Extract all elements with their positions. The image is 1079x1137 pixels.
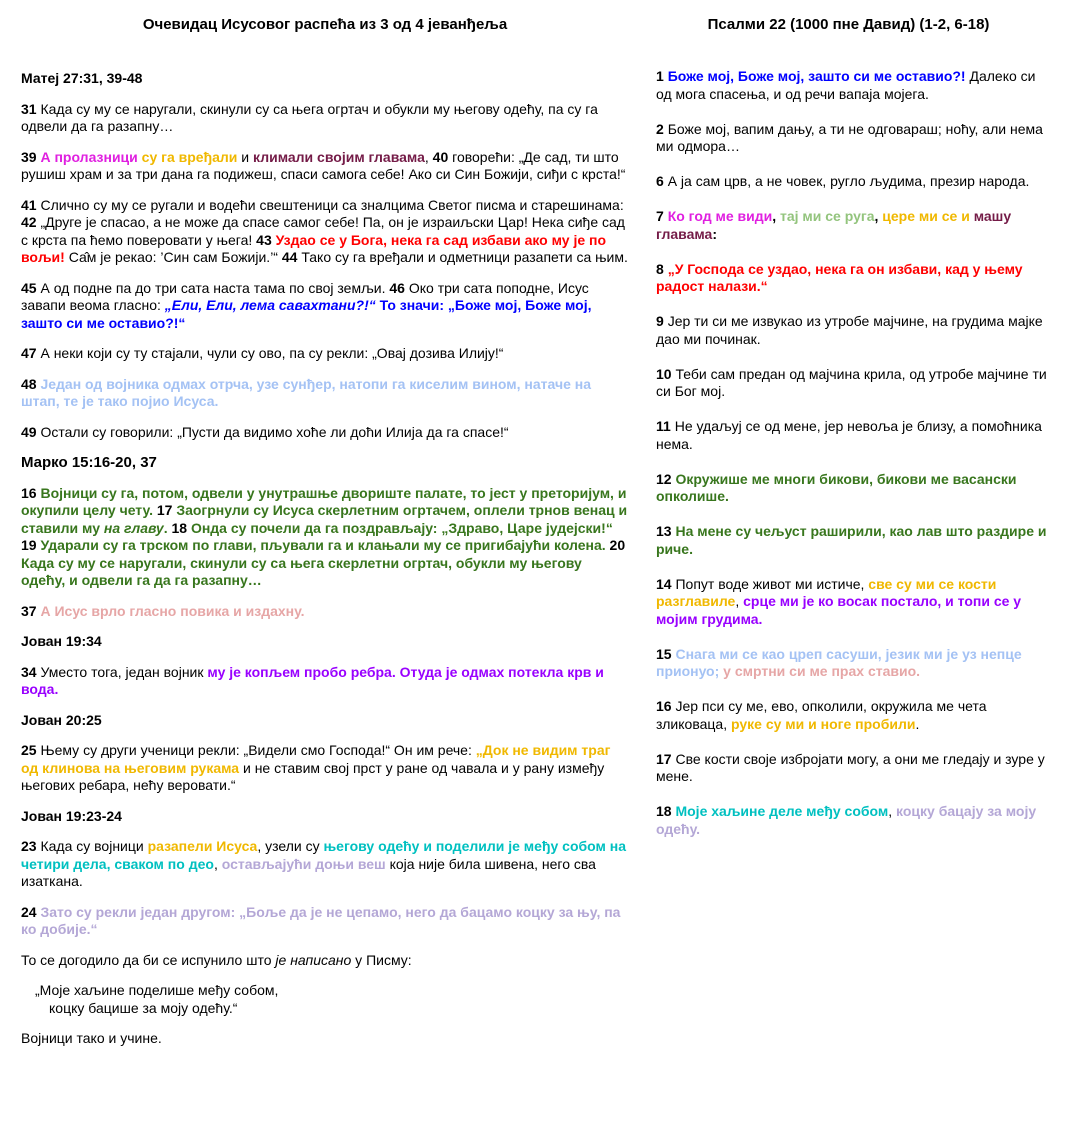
verse-text: „Ели, Ели, лема савахтани?!“ bbox=[164, 297, 376, 313]
verse-text: Војници тако и учине. bbox=[21, 1030, 162, 1046]
verse-text: , bbox=[874, 208, 883, 224]
verse-paragraph bbox=[656, 803, 1051, 838]
poem-quote bbox=[21, 982, 628, 1017]
verse-text: су га вређали bbox=[141, 148, 238, 165]
verse-paragraph bbox=[21, 603, 628, 621]
verse-text: остављајући доњи веш bbox=[221, 855, 386, 872]
passage-heading: Јован 19:23-24 bbox=[21, 807, 122, 824]
verse-number: 48 bbox=[21, 375, 41, 392]
verse-text: Зато су рекли један другом: „Боље да је не цепамо, него да бацамо коцку за њу, па ко добије.“ bbox=[21, 903, 621, 937]
verse-text: Снага ми се као цреп сасуши, језик ми је уз непце прионуо; bbox=[656, 645, 1022, 679]
verse-number: 23 bbox=[21, 838, 41, 854]
verse-paragraph bbox=[21, 280, 628, 333]
verse-paragraph bbox=[21, 424, 628, 442]
verse-text: Боже мој, Боже мој, зашто си ме оставио?! bbox=[667, 68, 966, 84]
verse-text: Када су војници bbox=[40, 838, 148, 854]
verse-text: Далеко си од мога спасења, и од речи вапаја мојега. bbox=[656, 68, 1036, 102]
verse-number: 10 bbox=[656, 365, 676, 382]
verse-text: . bbox=[915, 715, 920, 732]
verse-text: , bbox=[213, 855, 222, 872]
verse-paragraph bbox=[656, 68, 1051, 103]
verse-text: Јер ти си ме извукао из утробе мајчине, на грудима мајке дао ми починак. bbox=[656, 313, 1043, 347]
verse-text: Војници су га, потом, одвели у унутрашње двориште палате, то јест у преторијум, и окупили целу чету. bbox=[21, 484, 627, 518]
verse-text: : bbox=[712, 225, 717, 242]
verse-text: и не ставим свој прст у ране од чавала и у рану између његових ребара, нећу веровати.“ bbox=[21, 759, 605, 793]
poem-line: коцку бацише за моју одећу.“ bbox=[49, 999, 238, 1016]
verse-text: Уместо тога, један војник bbox=[40, 663, 208, 680]
verse-number: 14 bbox=[656, 575, 676, 592]
verse-number: 19 bbox=[21, 537, 41, 553]
verse-number: 13 bbox=[656, 523, 676, 539]
verse-paragraph bbox=[21, 376, 628, 411]
verse-text: разапели Исуса bbox=[147, 838, 258, 854]
verse-text: , bbox=[424, 148, 433, 165]
verse-text: „У Господа се уздао, нека га он избави, кад у њему радост налази.“ bbox=[656, 260, 1023, 294]
verse-text: тај ми се руга bbox=[779, 208, 875, 224]
verse-number: 42 bbox=[21, 214, 41, 230]
verse-text: његову одећу и поделили је међу собом на четири дела, сваком по део bbox=[21, 838, 627, 872]
verse-text: . bbox=[163, 519, 172, 536]
verse-number: 34 bbox=[21, 663, 41, 680]
verse-number: 43 bbox=[256, 231, 276, 248]
poem-line: „Моје хаљине поделише међу собом, bbox=[35, 982, 279, 998]
gospel-column-title: Очевидац Исусовог распећа из 3 од 4 јеванђеља bbox=[142, 16, 508, 33]
verse-paragraph bbox=[656, 121, 1051, 156]
verse-paragraph bbox=[656, 173, 1051, 191]
gospel-column bbox=[21, 0, 628, 1048]
verse-number: 11 bbox=[656, 418, 675, 434]
verse-text: Ко год ме види bbox=[667, 208, 773, 224]
verse-text: је написано bbox=[275, 951, 352, 968]
verse-paragraph bbox=[21, 742, 628, 795]
verse-text: Јер пси су ме, ево, опколили, окружила ме чета зликоваца, bbox=[656, 698, 987, 732]
psalm-column-body bbox=[656, 68, 1051, 838]
verse-text: „Док не видим траг од клинова на његовим рукама bbox=[21, 742, 611, 776]
verse-text: „Друге је спасао, а не може да спасе самог себе! Па, он је израиљски Цар! Нека сиђе сад с крста па ћемо поверовати у њега! bbox=[21, 214, 625, 248]
verse-paragraph bbox=[21, 101, 628, 136]
verse-number: 18 bbox=[656, 803, 676, 819]
verse-text: руке су ми и ноге пробили bbox=[730, 715, 916, 732]
verse-text: Попут воде живот ми истиче, bbox=[675, 575, 869, 592]
verse-text: , bbox=[888, 803, 897, 819]
verse-text: Када су му се наругали, скинули су са њега огртач и обукли му његову одећу, па су га одвели да га разапну… bbox=[21, 100, 598, 134]
gospel-column-body bbox=[21, 70, 628, 1048]
verse-text: и bbox=[237, 148, 254, 165]
verse-text: цере ми се и bbox=[882, 208, 974, 224]
verse-paragraph bbox=[656, 366, 1051, 401]
verse-paragraph bbox=[656, 313, 1051, 348]
verse-text: Окружише ме многи бикови, бикови ме васански опколише. bbox=[656, 470, 1017, 504]
verse-number: 39 bbox=[21, 148, 41, 165]
verse-text: А ја сам црв, а не човек, ругло људима, презир народа. bbox=[667, 173, 1030, 189]
verse-paragraph bbox=[656, 646, 1051, 681]
verse-text: Боже мој, вапим дању, а ти не одговараш; ноћу, али нема ми одмора… bbox=[656, 120, 1043, 154]
verse-text: говорећи: „Де сад, ти што рушиш храм и за три дана га подижеш, спаси самога себе! Ако си Син Божији, сиђи с крста!“ bbox=[21, 148, 626, 182]
verse-paragraph bbox=[21, 1030, 628, 1048]
verse-number: 41 bbox=[21, 196, 41, 213]
verse-number: 15 bbox=[656, 645, 676, 662]
verse-text: Теби сам предан од мајчина крила, од утробе мајчине ти си Бог мој. bbox=[656, 365, 1047, 399]
verse-paragraph bbox=[21, 197, 628, 267]
verse-text: Њему су други ученици рекли: „Видели смо Господа!“ Он им рече: bbox=[40, 742, 476, 758]
verse-text: Око три сата поподне, Исус завапи веома гласно: bbox=[21, 279, 589, 313]
verse-number: 31 bbox=[21, 100, 41, 117]
verse-text: , bbox=[772, 208, 780, 224]
verse-text: у Писму: bbox=[351, 951, 412, 968]
verse-number: 1 bbox=[656, 68, 668, 84]
verse-text: А пролазници bbox=[40, 148, 142, 165]
verse-text: А Исус врло гласно повика и издахну. bbox=[40, 602, 305, 619]
verse-number: 12 bbox=[656, 470, 676, 487]
verse-number: 16 bbox=[21, 484, 41, 501]
verse-number: 8 bbox=[656, 260, 668, 277]
verse-text: То се догодило да би се испунило што bbox=[21, 951, 276, 968]
verse-number: 24 bbox=[21, 903, 41, 920]
verse-paragraph bbox=[656, 418, 1051, 453]
verse-text: коцку бацају за моју одећу. bbox=[656, 803, 1037, 837]
verse-text: Један од војника одмах отрча, узе сунђер, натопи га киселим вином, натаче на штап, те је тако појио Исуса. bbox=[21, 375, 592, 409]
verse-number: 6 bbox=[656, 173, 668, 189]
verse-text: на главу bbox=[103, 519, 164, 536]
verse-number: 45 bbox=[21, 279, 41, 296]
verse-number: 46 bbox=[389, 279, 409, 296]
psalm-column bbox=[656, 0, 1051, 838]
verse-number: 9 bbox=[656, 313, 668, 329]
verse-text: срце ми је ко восак постало, и топи се у мојим грудима. bbox=[656, 593, 1022, 627]
verse-paragraph bbox=[21, 664, 628, 699]
verse-text: То значи: „Боже мој, Боже мој, зашто си ме оставио?!“ bbox=[21, 297, 592, 331]
verse-number: 20 bbox=[609, 537, 626, 553]
verse-text: Са̂м је рекао: ’Син сам Божији.’“ bbox=[68, 249, 282, 265]
verse-text: која није била шивена, него сва изаткана. bbox=[21, 855, 596, 889]
verse-text: А од подне па до три сата наста тама по свој земљи. bbox=[40, 279, 390, 296]
verse-paragraph bbox=[21, 345, 628, 363]
verse-number: 17 bbox=[656, 750, 676, 767]
verse-text: Моје хаљине деле међу собом bbox=[675, 803, 889, 819]
verse-number: 40 bbox=[432, 148, 453, 165]
passage-heading: Јован 19:34 bbox=[21, 633, 102, 649]
verse-paragraph bbox=[656, 261, 1051, 296]
verse-text: Не удаљуј се од мене, јер невоља је близу, а помоћника нема. bbox=[656, 418, 1042, 452]
verse-text: машу главама bbox=[656, 208, 1012, 242]
verse-text: Слично су му се ругали и водећи свештеници са зналцима Светог писма и старешинама: bbox=[40, 196, 624, 213]
verse-paragraph bbox=[21, 838, 628, 891]
verse-paragraph bbox=[21, 952, 628, 970]
verse-text: климали својим главама bbox=[253, 148, 425, 165]
verse-text: На мене су чељуст раширили, као лав што раздире и риче. bbox=[656, 523, 1047, 557]
verse-number: 16 bbox=[656, 698, 676, 714]
verse-number: 37 bbox=[21, 602, 41, 619]
verse-number: 7 bbox=[656, 208, 668, 224]
verse-paragraph bbox=[656, 523, 1051, 558]
verse-text: Онда су почели да га поздрављају: „Здраво, Царе јудејски!“ bbox=[190, 519, 613, 536]
verse-paragraph bbox=[656, 471, 1051, 506]
verse-text: Када су му се наругали, скинули су са њега скерлетни огртач, обукли му његову одећу, и одвели га да га разапну… bbox=[21, 554, 582, 588]
verse-number: 44 bbox=[281, 249, 302, 265]
verse-text: му је копљем пробо ребра. Отуда је одмах потекла крв и вода. bbox=[21, 663, 604, 697]
verse-number: 49 bbox=[21, 423, 41, 440]
verse-text: у смртни си ме прах ставио. bbox=[723, 663, 921, 679]
verse-text: Ударали су га трском по глави, пљували га и клањали му се пригибајући колена. bbox=[40, 537, 610, 553]
verse-number: 47 bbox=[21, 345, 41, 361]
passage-heading: Марко 15:16-20, 37 bbox=[21, 454, 157, 471]
verse-number: 2 bbox=[656, 120, 668, 137]
verse-text: Уздао се у Бога, нека га сад избави ако му је по вољи! bbox=[21, 231, 607, 265]
verse-paragraph bbox=[21, 485, 628, 590]
verse-paragraph bbox=[21, 149, 628, 184]
verse-text: Тако су га вређали и одметници разапети са њим. bbox=[301, 249, 628, 265]
verse-text: све су ми се кости разглавиле bbox=[656, 575, 997, 609]
verse-number: 25 bbox=[21, 742, 41, 758]
verse-text: , bbox=[735, 593, 744, 609]
verse-paragraph bbox=[656, 576, 1051, 629]
verse-paragraph bbox=[656, 698, 1051, 733]
verse-text: , узели су bbox=[257, 838, 324, 854]
verse-number: 17 bbox=[156, 502, 177, 518]
verse-text: А неки који су ту стајали, чули су ово, па су рекли: „Овај дозива Илију!“ bbox=[40, 345, 504, 361]
psalm-column-title: Псалми 22 (1000 пне Давид) (1-2, 6-18) bbox=[707, 16, 990, 33]
verse-paragraph bbox=[656, 208, 1051, 243]
verse-paragraph bbox=[656, 751, 1051, 786]
verse-number: 18 bbox=[171, 519, 191, 536]
verse-paragraph bbox=[21, 904, 628, 939]
verse-text: Све кости своје избројати могу, а они ме гледају и зуре у мене. bbox=[656, 750, 1045, 784]
passage-heading: Јован 20:25 bbox=[21, 711, 102, 728]
verse-text: Заогрнули су Исуса скерлетним огртачем, оплели трнов венац и ставили му bbox=[21, 502, 628, 536]
verse-text: Остали су говорили: „Пусти да видимо хоће ли доћи Илија да га спасе!“ bbox=[40, 423, 509, 440]
passage-heading: Матеј 27:31, 39-48 bbox=[21, 70, 143, 86]
